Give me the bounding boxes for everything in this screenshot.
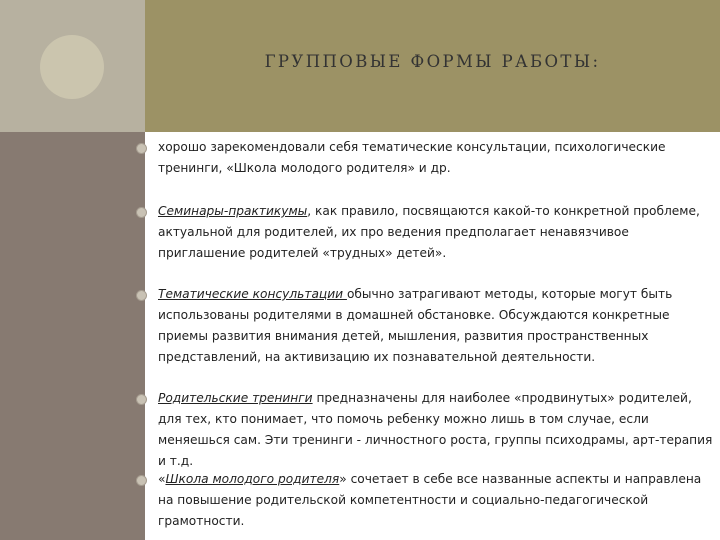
item-term: Тематические консультации xyxy=(158,287,347,301)
list-item xyxy=(158,137,714,179)
item-term: Родительские тренинги xyxy=(158,391,313,405)
list-item xyxy=(158,388,714,472)
bullet-icon xyxy=(136,207,147,218)
bullet-icon xyxy=(136,475,147,486)
item-term: Семинары-практикумы xyxy=(158,204,308,218)
item-prefix: « xyxy=(158,472,166,486)
left-side-panel xyxy=(0,132,145,540)
list-item xyxy=(158,469,714,532)
slide-title: ГРУППОВЫЕ ФОРМЫ РАБОТЫ: xyxy=(264,52,601,71)
item-text: , как правило, посвящаются какой-то конкретной проблеме, актуальной для родителей, их про ведения предполагает ненавязчивое приглашение родителей «трудных» детей». xyxy=(158,204,700,260)
item-text: » сочетает в себе все названные аспекты и направлена на повышение родительской компетентности и социально-педагогической грамотности. xyxy=(158,472,702,528)
content-area xyxy=(145,132,720,540)
list-item xyxy=(158,284,714,368)
item-text: обычно затрагивают методы, которые могут быть использованы родителями в домашней обстановке. Обсуждаются конкретные приемы развития внимания детей, мышления, развития пространственных представлений, на активизацию их познавательной деятельности. xyxy=(158,287,673,364)
left-top-panel xyxy=(0,0,145,132)
bullet-icon xyxy=(136,290,147,301)
item-term: Школа молодого родителя xyxy=(165,472,340,486)
decorative-circle xyxy=(40,35,104,99)
item-text: хорошо зарекомендовали себя тематические консультации, психологические тренинги, «Школа молодого родителя» и др. xyxy=(158,140,666,175)
item-text: предназначены для наиболее «продвинутых» родителей, для тех, кто понимает, что помочь ребенку можно лишь в том случае, если меняешься сам. Эти тренинги - личностного роста, группы психодрамы, арт-терапия и т.д. xyxy=(158,391,713,468)
bullet-icon xyxy=(136,143,147,154)
bullet-icon xyxy=(136,394,147,405)
list-item xyxy=(158,201,714,264)
